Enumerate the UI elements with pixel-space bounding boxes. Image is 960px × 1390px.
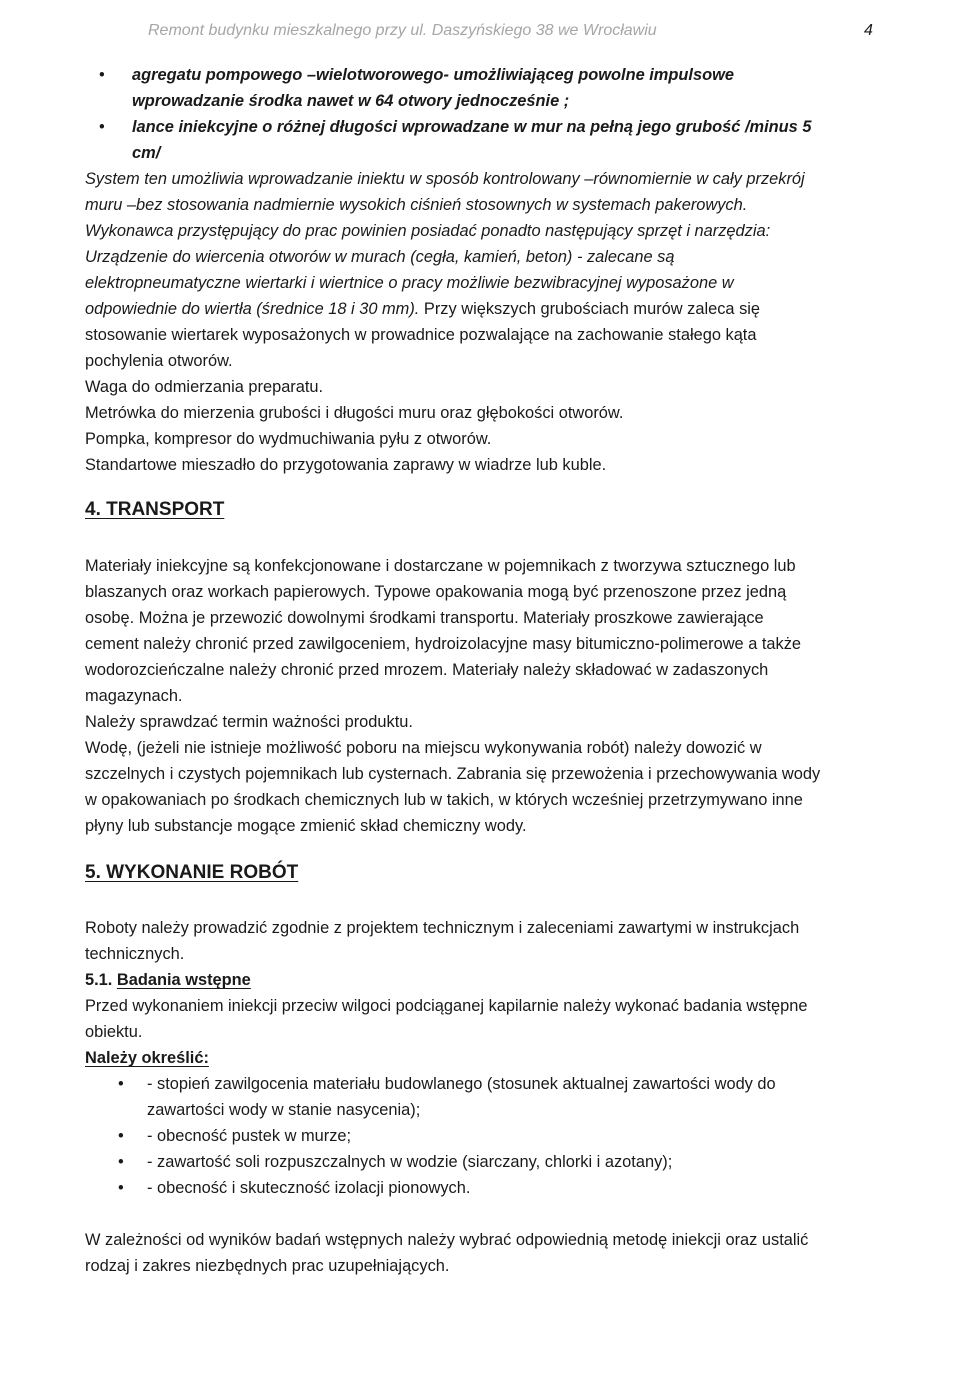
section-heading-execution: 5. WYKONANIE ROBÓT <box>85 862 299 883</box>
paragraph-line: osobę. Można je przewozić dowolnymi środkami transportu. Materiały proszkowe zawierające <box>85 609 764 627</box>
equipment-paragraph <box>85 218 945 478</box>
paragraph-line: w opakowaniach po środkach chemicznych lub w takich, w których wcześniej przetrzymywano inne <box>85 791 803 809</box>
paragraph-line: Przed wykonaniem iniekcji przeciw wilgoci podciąganej kapilarnie należy wykonać badania wstępne <box>85 997 808 1015</box>
paragraph-line: pochylenia otworów. <box>85 352 233 370</box>
section-heading-transport: 4. TRANSPORT <box>85 499 225 520</box>
paragraph-line: blaszanych oraz workach papierowych. Typowe opakowania mogą być przenoszone przez jedną <box>85 583 787 601</box>
paragraph-line: magazynach. <box>85 687 183 705</box>
bullet-line: - obecność i skuteczność izolacji pionowych. <box>147 1179 471 1197</box>
paragraph-line: Roboty należy prowadzić zgodnie z projektem technicznym i zaleceniami zawartymi w instrukcjach <box>85 919 800 937</box>
bullet-icon: • <box>99 66 105 84</box>
paragraph-line: System ten umożliwia wprowadzanie iniektu w sposób kontrolowany –równomiernie w cały przekrój <box>85 170 805 188</box>
paragraph-line: płyny lub substancje mogące zmienić skład chemiczny wody. <box>85 817 527 835</box>
execution-body <box>85 915 945 1071</box>
paragraph-line: cement należy chronić przed zawilgoceniem, hydroizolacyjne masy bitumiczno-polimerowe a także <box>85 635 802 653</box>
bullet-line: - zawartość soli rozpuszczalnych w wodzie (siarczany, chlorki i azotany); <box>147 1153 673 1171</box>
list-item <box>65 114 945 166</box>
list-item <box>85 1071 945 1123</box>
paragraph-line: rodzaj i zakres niezbędnych prac uzupełniających. <box>85 1257 450 1275</box>
bullet-icon: • <box>118 1075 124 1093</box>
bullet-line: cm/ <box>132 144 161 162</box>
paragraph-line: technicznych. <box>85 945 185 963</box>
list-item <box>85 1149 945 1175</box>
bullet-line: lance iniekcyjne o różnej długości wprowadzane w mur na pełną jego grubość /minus 5 <box>132 118 812 136</box>
paragraph-line: Waga do odmierzania preparatu. <box>85 378 324 396</box>
paragraph-line <box>85 296 945 322</box>
paragraph-line: szczelnych i czystych pojemnikach lub cysternach. Zabrania się przewożenia i przechowywania wody <box>85 765 821 783</box>
paragraph-line: Standartowe mieszadło do przygotowania zaprawy w wiadrze lub kuble. <box>85 456 607 474</box>
list-item <box>85 1175 945 1201</box>
paragraph-line: Należy sprawdzać termin ważności produktu. <box>85 713 413 731</box>
list-item <box>85 1123 945 1149</box>
paragraph-line: Metrówka do mierzenia grubości i długości muru oraz głębokości otworów. <box>85 404 624 422</box>
bullet-icon: • <box>118 1153 124 1171</box>
bullet-icon: • <box>118 1127 124 1145</box>
paragraph-line: Materiały iniekcyjne są konfekcjonowane i dostarczane w pojemnikach z tworzywa sztucznego lub <box>85 557 796 575</box>
normal-segment: Przy większych grubościach murów zaleca się <box>419 300 761 318</box>
paragraph-line: Wodę, (jeżeli nie istnieje możliwość poboru na miejscu wykonywania robót) należy dowozić w <box>85 739 762 757</box>
transport-body <box>85 553 945 839</box>
running-header: Remont budynku mieszkalnego przy ul. Daszyńskiego 38 we Wrocławiu <box>148 22 657 39</box>
top-bullet-list <box>85 62 945 166</box>
paragraph-line: muru –bez stosowania nadmiernie wysokich ciśnień stosownych w systemach pakerowych. <box>85 196 748 214</box>
paragraph-line: Pompka, kompresor do wydmuchiwania pyłu z otworów. <box>85 430 492 448</box>
paragraph-line: elektropneumatyczne wiertarki i wiertnice o pracy możliwie bezwibracyjnej wyposażone w <box>85 274 734 292</box>
system-paragraph <box>85 166 945 218</box>
paragraph-line: wodorozcieńczalne należy chronić przed mrozem. Materiały należy składować w zadaszonych <box>85 661 769 679</box>
bullet-line: - stopień zawilgocenia materiału budowlanego (stosunek aktualnej zawartości wody do <box>147 1075 776 1093</box>
bullet-icon: • <box>99 118 105 136</box>
test-bullet-list <box>85 1071 945 1201</box>
bullet-line: zawartości wody w stanie nasycenia); <box>147 1101 421 1119</box>
page-number: 4 <box>864 22 873 39</box>
paragraph-line: W zależności od wyników badań wstępnych należy wybrać odpowiednią metodę iniekcji oraz ustalić <box>85 1231 809 1249</box>
subsection-title <box>85 967 945 993</box>
closing-paragraph <box>85 1227 945 1279</box>
italic-segment: odpowiednie do wiertła (średnice 18 i 30 mm). <box>85 300 420 318</box>
paragraph-line: Urządzenie do wiercenia otworów w murach (cegła, kamień, beton) - zalecane są <box>85 248 675 266</box>
subsection-number: 5.1. <box>85 971 117 989</box>
list-item <box>65 62 945 114</box>
determine-label: Należy określić: <box>85 1049 209 1067</box>
paragraph-line: Wykonawca przystępujący do prac powinien posiadać ponadto następujący sprzęt i narzędzia: <box>85 222 771 240</box>
bullet-icon: • <box>118 1179 124 1197</box>
bullet-line: - obecność pustek w murze; <box>147 1127 352 1145</box>
paragraph-line: stosowanie wiertarek wyposażonych w prowadnice pozwalające na zachowanie stałego kąta <box>85 326 757 344</box>
subsection-name: Badania wstępne <box>116 971 251 989</box>
paragraph-line: obiektu. <box>85 1023 143 1041</box>
bullet-line: wprowadzanie środka nawet w 64 otwory jednocześnie ; <box>132 92 570 110</box>
bullet-line: agregatu pompowego –wielotworowego- umożliwiająceg powolne impulsowe <box>132 66 734 84</box>
